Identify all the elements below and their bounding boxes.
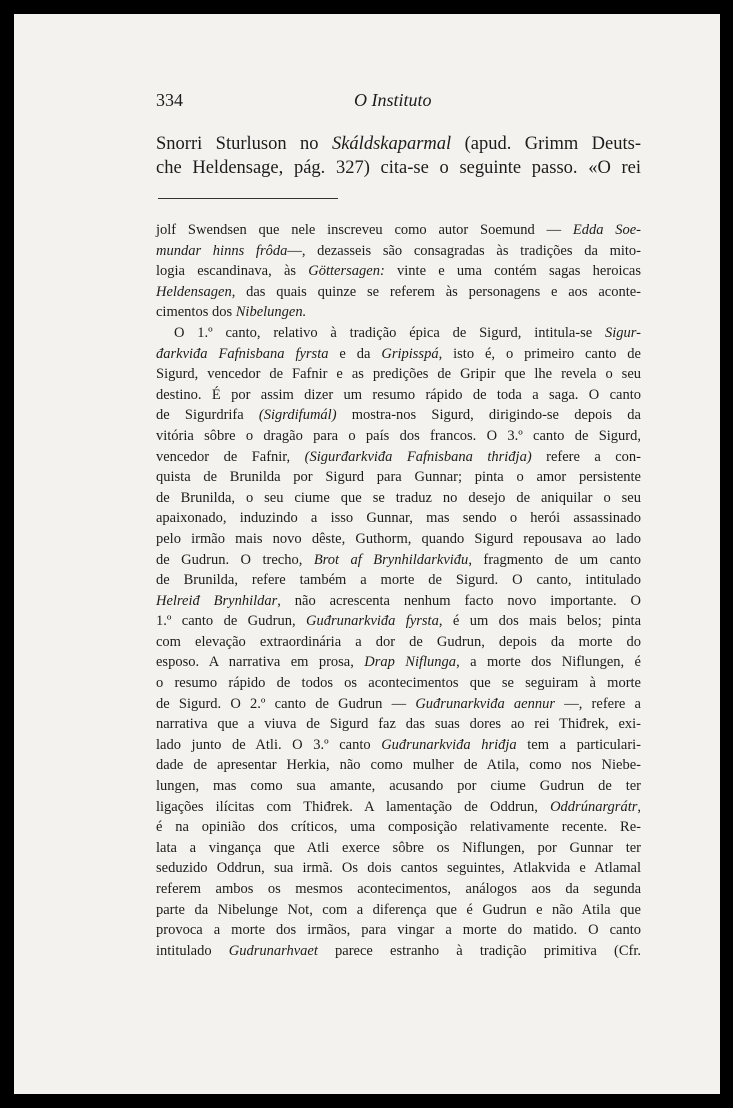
footnote-line	[156, 447, 641, 468]
italic-text: Guđrunarkviđa hriđja	[381, 736, 517, 753]
footnote-line	[156, 776, 641, 797]
italic-text: Heldensagen	[156, 283, 232, 300]
italic-text: (Sigrdifumál)	[258, 407, 337, 424]
line-text: narrativa que a viuva de Sigurd faz das suas dores ao rei Thiđrek, exi-	[156, 716, 641, 733]
footnote-line	[156, 652, 641, 673]
line-text: é na opinião dos críticos, uma composição relativamente recente. Re-	[156, 819, 641, 836]
line-text: , fragmento de um canto	[468, 551, 642, 568]
footnote-line	[156, 900, 641, 921]
footnote-line	[156, 591, 641, 612]
line-text: seduzido Oddrun, sua irmã. Os dois cantos seguintes, Atlakvida e Atlamal	[156, 860, 641, 877]
line-text: Sigurd, vencedor de Fafnir e as predições de Gripir que lhe revela o seu	[156, 366, 641, 383]
italic-text: Nibelungen.	[235, 304, 307, 321]
line-text: de Sigurd. O 2.º canto de Gudrun —	[156, 695, 416, 712]
footnote-line	[156, 385, 641, 406]
footnote-line	[156, 941, 641, 962]
italic-text: Skáldskaparmal	[331, 134, 452, 154]
book-page	[14, 14, 720, 1094]
line-text: lado junto de Atli. O 3.º canto	[156, 736, 382, 753]
line-text: , não acrescenta nenhum facto novo importante. O	[277, 592, 642, 609]
line-text: lata a vingança que Atli exerce sôbre os Niflungen, por Gunnar ter	[156, 839, 641, 856]
footnote-line	[156, 611, 641, 632]
line-text: parece estranho à tradição primitiva (Cfr.	[317, 942, 641, 959]
footnote-line	[156, 879, 641, 900]
page-header	[156, 84, 641, 114]
footnote-line	[156, 550, 641, 571]
footnote-line	[156, 364, 641, 385]
italic-text: Gudrunarhvaet	[228, 942, 318, 959]
line-text: jolf Swendsen que nele inscreveu como autor Soemund —	[156, 222, 573, 238]
footnote	[156, 220, 641, 961]
line-text: Snorri Sturluson no	[156, 134, 332, 154]
line-text: provoca a morte dos irmãos, para vingar a morte do matido. O canto	[156, 922, 641, 939]
line-text: , isto é, o primeiro canto de	[438, 345, 641, 362]
footnote-line	[156, 570, 641, 591]
line-text: (apud. Grimm Deuts-	[451, 134, 641, 154]
line-text: de Brunilda, o seu ciume que se traduz no desejo de aniquilar o seu	[156, 489, 641, 506]
line-text: e da	[328, 345, 382, 362]
footnote-line	[156, 529, 641, 550]
line-text: , é um dos mais belos; pinta	[438, 613, 642, 630]
line-text: tem a particulari-	[516, 736, 642, 753]
line-text: esposo. A narrativa em prosa,	[156, 654, 365, 671]
line-text: , das quais quinze se referem às personagens e aos aconte-	[231, 283, 641, 300]
line-text: , a morte dos Niflungen, é	[456, 654, 641, 671]
line-text: intitulado	[156, 942, 229, 959]
italic-text: Oddrúnargrátr	[550, 798, 638, 815]
footnote-line	[156, 735, 641, 756]
footnote-line	[156, 282, 641, 303]
main-text-line	[156, 156, 641, 180]
footnote-line	[156, 323, 641, 344]
footnote-line	[156, 817, 641, 838]
line-text: logia escandinava, às	[156, 263, 309, 280]
line-text: o resumo rápido de todos os acontecimentos que se seguiram à morte	[156, 675, 641, 692]
line-text: —, dezasseis são consagradas às tradições da mito-	[287, 242, 641, 259]
main-text-line	[156, 132, 641, 156]
line-text: ,	[637, 798, 641, 815]
line-text: vencedor de Fafnir,	[156, 448, 305, 465]
line-text: cimentos dos	[156, 304, 236, 321]
italic-text: mundar hinns frôda	[156, 242, 288, 259]
footnote-line	[156, 488, 641, 509]
line-text: de Gudrun. O trecho,	[156, 551, 314, 568]
footnote-line	[156, 673, 641, 694]
line-text: ligações ilícitas com Thiđrek. A lamentação de Oddrun,	[156, 798, 551, 815]
running-title: O Instituto	[354, 90, 432, 110]
line-text: dade de apresentar Herkia, não como mulher de Atila, como nos Niebe-	[156, 757, 641, 774]
italic-text: Göttersagen:	[308, 263, 385, 280]
line-text: de Brunilda, refere também a morte de Sigurd. O canto, intitulado	[156, 572, 641, 589]
line-text: vitória sôbre o dragão para o país dos francos. O 3.º canto de Sigurd,	[156, 427, 641, 444]
italic-text: Guđrunarkviđa aennur	[415, 695, 556, 712]
italic-text: Brot af Brynhildarkviđu	[313, 551, 469, 568]
page-number: 334	[156, 90, 183, 110]
italic-text: Edda Soe-	[572, 222, 641, 238]
footnote-line	[156, 426, 641, 447]
footnote-line	[156, 797, 641, 818]
italic-text: Sigur-	[605, 324, 641, 341]
main-text	[156, 132, 641, 180]
footnote-line	[156, 344, 641, 365]
footnote-line	[156, 467, 641, 488]
footnote-line	[156, 261, 641, 282]
line-text: quista de Brunilda por Sigurd para Gunnar; pinta o amor persistente	[156, 469, 641, 486]
footnote-line	[156, 755, 641, 776]
footnote-line	[156, 694, 641, 715]
line-text: —, refere a	[555, 695, 641, 712]
italic-text: Drap Niflunga	[364, 654, 457, 671]
line-text: refere a con-	[531, 448, 641, 465]
line-text: O 1.º canto, relativo à tradição épica de Sigurd, intitula-se	[174, 324, 606, 341]
line-text: parte da Nibelunge Not, com a diferença que é Gudrun e não Atila que	[156, 901, 641, 918]
italic-text: Gripisspá	[381, 345, 439, 362]
line-text: che Heldensage, pág. 327) cita-se o seguinte passo. «O rei	[156, 158, 641, 178]
footnote-line	[156, 220, 641, 241]
footnote-line	[156, 632, 641, 653]
line-text: apaixonado, induzindo a isso Gunnar, mas sendo o herói assassinado	[156, 510, 641, 527]
line-text: com elevação extraordinária a dor de Gudrun, depois da morte do	[156, 633, 641, 650]
italic-text: đarkviđa Fafnisbana fyrsta	[156, 345, 329, 362]
footnote-line	[156, 858, 641, 879]
italic-text: (Sigurđarkviđa Fafnisbana thriđja)	[304, 448, 532, 465]
line-text: 1.º canto de Gudrun,	[156, 613, 306, 630]
footnote-rule	[158, 198, 338, 199]
italic-text: Guđrunarkviđa fyrsta	[306, 613, 439, 630]
footnote-line	[156, 920, 641, 941]
line-text: destino. É por assim dizer um resumo rápido de toda a saga. O canto	[156, 386, 641, 403]
line-text: referem ambos os mesmos acontecimentos, análogos aos da segunda	[156, 881, 641, 897]
line-text: mostra-nos Sigurd, dirigindo-se depois da	[336, 407, 641, 424]
footnote-line	[156, 838, 641, 859]
line-text: lungen, mas como sua amante, acusando por ciume Gudrun de ter	[156, 778, 641, 795]
footnote-line	[156, 405, 641, 426]
footnote-line	[156, 302, 641, 323]
line-text: vinte e uma contém sagas heroicas	[384, 263, 641, 280]
footnote-line	[156, 714, 641, 735]
line-text: pelo irmão mais novo dêste, Guthorm, quando Sigurd repousava ao lado	[156, 530, 641, 547]
italic-text: Helreiđ Brynhildar	[156, 592, 278, 609]
footnote-line	[156, 508, 641, 529]
footnote-line	[156, 241, 641, 262]
line-text: de Sigurdrifa	[156, 407, 259, 424]
